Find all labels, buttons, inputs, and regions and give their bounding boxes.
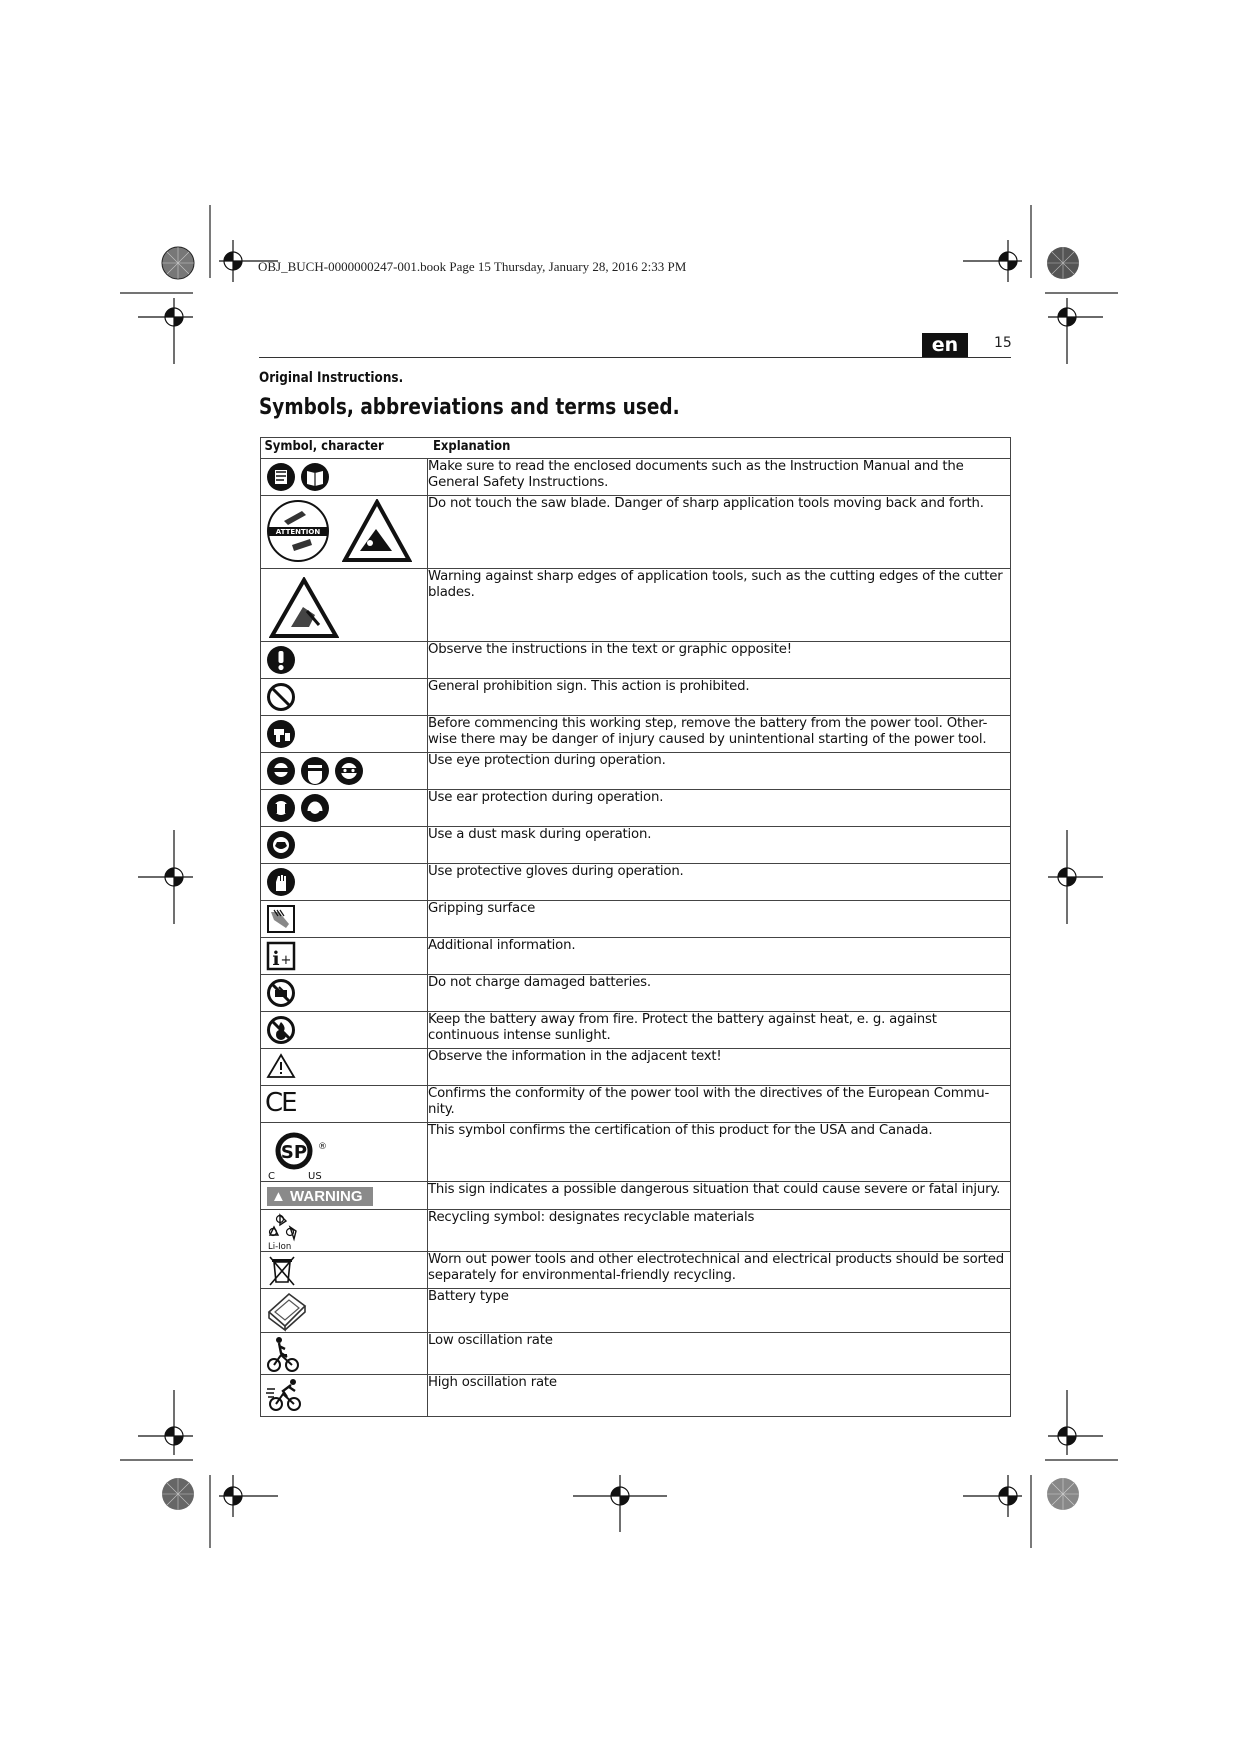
table-row	[261, 496, 1011, 569]
symbol-cell	[261, 679, 428, 716]
table-row	[261, 1012, 1011, 1049]
dust-mask-icon	[266, 830, 296, 860]
face-shield-icon	[300, 756, 330, 786]
no-fire-icon	[266, 1015, 296, 1045]
page-title: Symbols, abbreviations and terms used.	[259, 395, 680, 420]
svg-text:i: i	[272, 948, 280, 970]
symbol-cell	[261, 827, 428, 864]
saw-blade-attention-icon	[266, 499, 330, 563]
battery-type-icon	[265, 1290, 309, 1332]
attention-text: ATTENTION	[275, 528, 321, 536]
explanation-cell: Low oscillation rate	[428, 1333, 1011, 1375]
explanation-cell: Make sure to read the enclosed documents such as the Instruction Manual and the General Safety Instructions.	[428, 459, 1011, 496]
symbol-cell	[261, 1012, 428, 1049]
symbol-cell	[261, 1375, 428, 1417]
table-row	[261, 1252, 1011, 1289]
symbol-cell	[261, 753, 428, 790]
explanation-cell: Additional information.	[428, 938, 1011, 975]
explanation-cell: Before commencing this working step, remove the battery from the power tool. Other-wise there may be danger of injury caused by unintentional starting of the power tool.	[428, 716, 1011, 753]
table-row	[261, 1049, 1011, 1086]
symbol-cell	[261, 790, 428, 827]
table-row	[261, 1333, 1011, 1375]
header-rule	[259, 357, 1011, 358]
info-icon	[266, 941, 296, 971]
symbol-cell	[261, 1289, 428, 1333]
explanation-cell: Use eye protection during operation.	[428, 753, 1011, 790]
ear-protection-icon	[266, 793, 296, 823]
symbol-cell	[261, 975, 428, 1012]
table-row	[261, 827, 1011, 864]
symbol-cell	[261, 496, 428, 569]
explanation-cell: Use protective gloves during operation.	[428, 864, 1011, 901]
eye-protection-icon	[266, 756, 296, 786]
symbol-cell	[261, 1333, 428, 1375]
csa-mark-icon	[266, 1125, 336, 1181]
explanation-cell: Worn out power tools and other electrotechnical and electrical products should be sorted separately for environmental-friendly recycling.	[428, 1252, 1011, 1289]
table-row	[261, 459, 1011, 496]
explanation-cell: Battery type	[428, 1289, 1011, 1333]
header-explanation: Explanation	[433, 438, 511, 454]
ce-mark-icon: CE	[265, 1088, 296, 1118]
table-row	[261, 938, 1011, 975]
table-header-row	[261, 438, 1011, 459]
explanation-cell: Keep the battery away from fire. Protect the battery against heat, e. g. against continuous intense sunlight.	[428, 1012, 1011, 1049]
table-row	[261, 1289, 1011, 1333]
header-symbol: Symbol, character	[264, 438, 384, 454]
explanation-cell: Observe the instructions in the text or graphic opposite!	[428, 642, 1011, 679]
explanation-cell: This symbol confirms the certification of this product for the USA and Canada.	[428, 1123, 1011, 1182]
low-oscillation-icon	[265, 1335, 301, 1373]
explanation-cell: Do not charge damaged batteries.	[428, 975, 1011, 1012]
table-row	[261, 975, 1011, 1012]
csa-registered: ®	[318, 1142, 327, 1152]
gloves-icon	[266, 867, 296, 897]
table-row	[261, 716, 1011, 753]
document-subtitle: Original Instructions.	[259, 370, 404, 386]
language-badge: en	[922, 333, 968, 357]
explanation-cell: Gripping surface	[428, 901, 1011, 938]
book-icon	[300, 462, 330, 492]
table-row	[261, 1086, 1011, 1123]
page-number: 15	[994, 335, 1012, 351]
explanation-cell: Confirms the conformity of the power tool with the directives of the European Commu-nity.	[428, 1086, 1011, 1123]
explanation-cell: Use a dust mask during operation.	[428, 827, 1011, 864]
warning-triangle-glyph: ▲	[271, 1188, 286, 1205]
symbol-cell	[261, 1252, 428, 1289]
table-row	[261, 679, 1011, 716]
weee-bin-icon	[267, 1254, 297, 1288]
table-row	[261, 753, 1011, 790]
file-slug: OBJ_BUCH-0000000247-001.book Page 15 Thursday, January 28, 2016 2:33 PM	[258, 259, 687, 274]
symbols-table	[260, 437, 1011, 1417]
table-row	[261, 864, 1011, 901]
symbol-cell	[261, 1210, 428, 1252]
table-row	[261, 642, 1011, 679]
csa-c: C	[268, 1171, 275, 1181]
sharp-edges-warning-icon	[269, 577, 339, 639]
explanation-cell: Do not touch the saw blade. Danger of sharp application tools moving back and forth.	[428, 496, 1011, 569]
warning-label-icon	[267, 1187, 373, 1206]
symbol-cell	[261, 901, 428, 938]
gripping-surface-icon	[266, 904, 296, 934]
explanation-cell: High oscillation rate	[428, 1375, 1011, 1417]
explanation-cell: Warning against sharp edges of application tools, such as the cutting edges of the cutter blades.	[428, 569, 1011, 642]
symbol-cell	[261, 569, 428, 642]
symbol-cell	[261, 1049, 428, 1086]
table-header	[261, 438, 1011, 459]
explanation-cell: This sign indicates a possible dangerous situation that could cause severe or fatal injury.	[428, 1182, 1011, 1210]
symbol-cell	[261, 642, 428, 679]
recycling-icon	[266, 1211, 306, 1251]
earmuffs-icon	[300, 793, 330, 823]
symbol-cell	[261, 1086, 428, 1123]
exclamation-icon	[266, 645, 296, 675]
read-manual-icon	[266, 462, 296, 492]
table-row	[261, 1375, 1011, 1417]
explanation-cell: Use ear protection during operation.	[428, 790, 1011, 827]
svg-text:+: +	[280, 953, 292, 968]
symbol-cell	[261, 716, 428, 753]
svg-text:SP: SP	[280, 1142, 308, 1163]
no-charge-damaged-battery-icon	[266, 978, 296, 1008]
table-row	[261, 1123, 1011, 1182]
table-row	[261, 1182, 1011, 1210]
table-row	[261, 1210, 1011, 1252]
explanation-cell: General prohibition sign. This action is prohibited.	[428, 679, 1011, 716]
symbol-cell	[261, 864, 428, 901]
explanation-cell: Recycling symbol: designates recyclable materials	[428, 1210, 1011, 1252]
symbol-cell	[261, 459, 428, 496]
symbol-cell	[261, 1182, 428, 1210]
prohibition-icon	[266, 682, 296, 712]
table-row	[261, 790, 1011, 827]
table-row	[261, 569, 1011, 642]
high-oscillation-icon	[265, 1377, 305, 1413]
explanation-cell: Observe the information in the adjacent text!	[428, 1049, 1011, 1086]
remove-battery-icon	[266, 719, 296, 749]
warning-label-text: WARNING	[290, 1188, 363, 1205]
li-ion-text: Li-Ion	[268, 1242, 292, 1251]
hazard-triangle-icon	[342, 499, 412, 563]
warning-triangle-icon	[266, 1052, 296, 1080]
symbol-cell	[261, 938, 428, 975]
symbol-cell	[261, 1123, 428, 1182]
goggles-icon	[334, 756, 364, 786]
table-row	[261, 901, 1011, 938]
csa-us: US	[308, 1171, 322, 1181]
